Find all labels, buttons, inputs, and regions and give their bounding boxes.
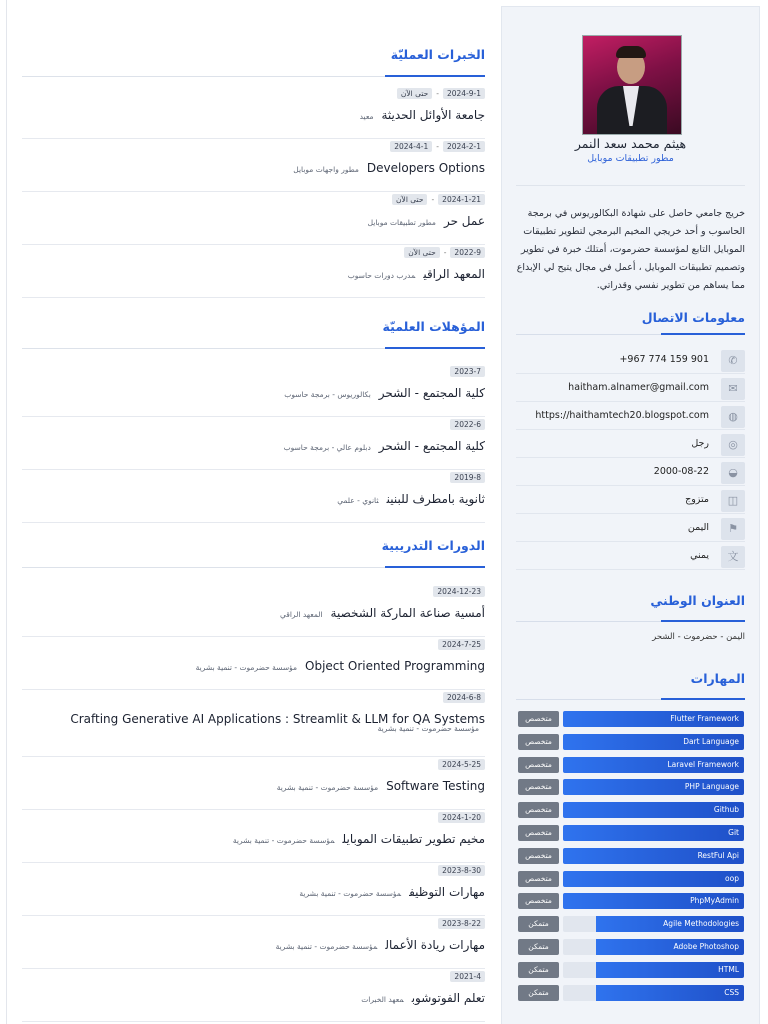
ring-icon: ◫ bbox=[721, 490, 745, 512]
entry-title: المعهد الراقي bbox=[423, 267, 485, 281]
flag-icon: ⚑ bbox=[721, 518, 745, 540]
skill-name: Flutter Framework bbox=[670, 714, 739, 723]
entry-date: 2024-12-23 bbox=[433, 586, 485, 597]
date-separator: - bbox=[443, 248, 447, 257]
contact-row bbox=[516, 460, 745, 486]
entry-title: أمسية صناعة الماركة الشخصية bbox=[330, 606, 485, 620]
entry-date-wrap bbox=[438, 812, 485, 823]
contact-value[interactable]: +967 774 159 901 bbox=[619, 354, 709, 365]
contact-value: 2000-08-22 bbox=[653, 466, 709, 477]
skill-level-badge: متخصص bbox=[518, 848, 559, 864]
skill-level-badge: متخصص bbox=[518, 734, 559, 750]
skill-name: Git bbox=[728, 828, 739, 837]
entry-title: تعلم الفوتوشوب bbox=[411, 991, 485, 1005]
education-section-title: المؤهلات العلميّة bbox=[382, 319, 485, 334]
contact-row bbox=[516, 376, 745, 402]
mail-icon: ✉ bbox=[721, 378, 745, 400]
profile-bio: خريج جامعي حاصل على شهادة البكالوريوس في برمجة الحاسوب و أحد خريجي المخيم البرمجي لتطوير تطبيقات الموبايل التابع لمؤسسة حضرموت، أمتلك خبرة في تطوير وتصميم تطبيقات الموبايل ، أعمل في مجال يتيح لي الإبداع مما يساهم من تطوير نفسي وقدراتي. bbox=[516, 208, 745, 291]
experience-entry bbox=[22, 86, 485, 139]
section-accent bbox=[661, 620, 745, 622]
contact-row bbox=[516, 544, 745, 570]
skill-name: HTML bbox=[718, 964, 739, 974]
entry-subtitle: دبلوم عالي - برمجة حاسوب bbox=[283, 443, 371, 452]
skill-bar-fill bbox=[596, 985, 744, 1001]
entry-title: كلية المجتمع - الشحر bbox=[378, 386, 485, 400]
skill-name: Laravel Framework bbox=[667, 759, 739, 769]
date-range bbox=[390, 141, 485, 152]
entry-title: مهارات التوظيف bbox=[409, 885, 485, 899]
skill-name: CSS bbox=[724, 987, 739, 997]
phone-icon: ✆ bbox=[721, 350, 745, 372]
contact-row bbox=[516, 516, 745, 542]
entry-title: كلية المجتمع - الشحر bbox=[378, 439, 485, 453]
experience-entry bbox=[22, 192, 485, 245]
skill-row bbox=[518, 892, 744, 910]
skill-bar-track bbox=[563, 962, 744, 978]
section-accent bbox=[385, 347, 485, 349]
entry-date-wrap bbox=[433, 586, 485, 597]
entry-subtitle: مؤسسة حضرموت - تنمية بشرية bbox=[299, 889, 402, 898]
entry-subtitle: بكالوريوس - برمجة حاسوب bbox=[284, 390, 371, 399]
entry-heading bbox=[277, 775, 485, 794]
entry-subtitle: معهد الخبرات bbox=[361, 995, 404, 1004]
skill-row bbox=[518, 710, 744, 728]
entry-date-wrap bbox=[438, 759, 485, 770]
skill-bar-track bbox=[563, 734, 744, 750]
entry-date-wrap bbox=[443, 692, 485, 703]
section-accent bbox=[385, 566, 485, 568]
contact-row bbox=[516, 488, 745, 514]
courses-entry bbox=[22, 916, 485, 969]
fingerprint-icon: ◎ bbox=[721, 434, 745, 456]
skill-row bbox=[518, 870, 744, 888]
entry-date: 2023-7 bbox=[450, 366, 485, 377]
skill-name: Adobe Photoshop bbox=[673, 942, 739, 951]
entry-title: عمل حر bbox=[443, 214, 485, 228]
skill-name: RestFul Api bbox=[697, 850, 739, 860]
entry-heading bbox=[360, 104, 485, 123]
entry-date: 2024-5-25 bbox=[438, 759, 485, 770]
entry-date: 2024-1-20 bbox=[438, 812, 485, 823]
skill-name: Github bbox=[713, 805, 739, 815]
skill-bar-fill bbox=[563, 871, 744, 887]
entry-title: Software Testing bbox=[386, 779, 485, 793]
skill-name: PhpMyAdmin bbox=[690, 896, 739, 906]
date-start: 2024-2-1 bbox=[443, 141, 485, 152]
entry-heading bbox=[337, 488, 485, 507]
skill-bar-track bbox=[563, 871, 744, 887]
skill-bar-track bbox=[563, 893, 744, 909]
skill-row bbox=[518, 915, 744, 933]
entry-date: 2019-8 bbox=[450, 472, 485, 483]
entry-subtitle: مؤسسة حضرموت - تنمية بشرية bbox=[276, 783, 379, 792]
contact-value: متزوج bbox=[685, 494, 709, 505]
cake-icon: ◒ bbox=[721, 462, 745, 484]
skill-bar-fill bbox=[563, 825, 744, 841]
entry-subtitle: مطور واجهات موبايل bbox=[293, 165, 359, 174]
profile-role: مطور تطبيقات موبايل bbox=[587, 153, 674, 164]
skill-level-badge: متمكن bbox=[518, 939, 559, 955]
skill-name: Dart Language bbox=[683, 736, 739, 746]
entry-date-wrap bbox=[450, 472, 485, 483]
address-text: اليمن - حضرموت - الشحر bbox=[652, 632, 745, 642]
skill-bar-track bbox=[563, 825, 744, 841]
courses-section-title: الدورات التدريبية bbox=[381, 538, 485, 553]
skill-level-badge: متمكن bbox=[518, 916, 559, 932]
entry-subtitle: معيد bbox=[359, 112, 374, 121]
date-range bbox=[392, 194, 485, 205]
profile-photo bbox=[582, 35, 682, 135]
contact-section-title: معلومات الاتصال bbox=[641, 310, 745, 325]
date-separator: - bbox=[431, 195, 435, 204]
skill-row bbox=[518, 733, 744, 751]
education-entry bbox=[22, 364, 485, 417]
courses-entry bbox=[22, 584, 485, 637]
entry-heading bbox=[233, 828, 485, 847]
date-range bbox=[404, 247, 485, 258]
date-end: حتى الآن bbox=[404, 247, 439, 258]
date-end: حتى الآن bbox=[392, 194, 427, 205]
date-end: حتى الآن bbox=[397, 88, 432, 99]
entry-heading bbox=[276, 934, 485, 953]
contact-value[interactable]: https://haithamtech20.blogspot.com bbox=[535, 410, 709, 421]
entry-heading bbox=[361, 987, 485, 1006]
entry-heading bbox=[368, 210, 485, 229]
entry-heading bbox=[348, 263, 485, 282]
entry-date-wrap bbox=[438, 865, 485, 876]
contact-row bbox=[516, 404, 745, 430]
entry-subtitle: مؤسسة حضرموت - تنمية بشرية bbox=[275, 942, 378, 951]
skill-row bbox=[518, 847, 744, 865]
entry-title: Object Oriented Programming bbox=[305, 659, 485, 673]
skill-row bbox=[518, 778, 744, 796]
contact-value: اليمن bbox=[687, 522, 709, 533]
section-accent bbox=[661, 698, 745, 700]
skill-row bbox=[518, 801, 744, 819]
entry-subtitle: مؤسسة حضرموت - تنمية بشرية bbox=[232, 836, 335, 845]
profile-name: هيثم محمد سعد النمر bbox=[574, 136, 687, 151]
entry-date: 2023-8-22 bbox=[438, 918, 485, 929]
entry-title: جامعة الأوائل الحديثة bbox=[381, 108, 485, 122]
skill-bar-track bbox=[563, 939, 744, 955]
entry-title: مهارات ريادة الأعمال bbox=[385, 938, 485, 952]
skill-row bbox=[518, 756, 744, 774]
date-separator: - bbox=[436, 142, 439, 151]
date-range bbox=[397, 88, 485, 99]
skill-row bbox=[518, 961, 744, 979]
entry-heading bbox=[293, 157, 485, 176]
experience-section-title: الخبرات العمليّة bbox=[390, 47, 485, 62]
skill-level-badge: متخصص bbox=[518, 802, 559, 818]
entry-title: ثانوية بامطرف للبنين bbox=[386, 492, 485, 506]
translate-icon: 文 bbox=[721, 546, 745, 568]
entry-subtitle: مؤسسة حضرموت - تنمية بشرية bbox=[195, 663, 297, 672]
courses-entry bbox=[22, 637, 485, 690]
section-accent bbox=[385, 75, 485, 77]
entry-date: 2022-6 bbox=[450, 419, 485, 430]
skill-level-badge: متمكن bbox=[518, 985, 559, 1001]
entry-title: Developers Options bbox=[366, 161, 485, 175]
skill-name: oop bbox=[725, 873, 739, 883]
courses-entry bbox=[22, 863, 485, 916]
date-separator: - bbox=[436, 89, 439, 98]
date-end: 2024-4-1 bbox=[390, 141, 432, 152]
entry-heading bbox=[284, 435, 485, 454]
entry-heading bbox=[280, 602, 485, 621]
experience-entry bbox=[22, 139, 485, 192]
entry-date-wrap bbox=[438, 918, 485, 929]
skill-bar-track bbox=[563, 848, 744, 864]
skill-bar-track bbox=[563, 802, 744, 818]
entry-date-wrap bbox=[438, 639, 485, 650]
page-border bbox=[6, 0, 7, 1024]
entry-date: 2023-8-30 bbox=[438, 865, 485, 876]
skill-row bbox=[518, 824, 744, 842]
entry-heading bbox=[299, 881, 485, 900]
skill-level-badge: متخصص bbox=[518, 871, 559, 887]
entry-title: مخيم تطوير تطبيقات الموبايل bbox=[342, 832, 485, 846]
skills-section-title: المهارات bbox=[690, 671, 745, 686]
date-start: 2024-9-1 bbox=[443, 88, 485, 99]
contact-row bbox=[516, 348, 745, 374]
courses-entry bbox=[22, 757, 485, 810]
courses-entry bbox=[22, 810, 485, 863]
skill-bar-track bbox=[563, 985, 744, 1001]
skill-level-badge: متخصص bbox=[518, 779, 559, 795]
entry-heading bbox=[196, 655, 485, 674]
skill-bar-track bbox=[563, 711, 744, 727]
contact-row bbox=[516, 432, 745, 458]
entry-date: 2024-7-25 bbox=[438, 639, 485, 650]
skill-level-badge: متخصص bbox=[518, 893, 559, 909]
entry-date-wrap bbox=[450, 366, 485, 377]
entry-heading bbox=[284, 382, 485, 401]
section-accent bbox=[661, 333, 745, 335]
education-entry bbox=[22, 470, 485, 523]
skill-name: PHP Language bbox=[684, 782, 739, 792]
skill-level-badge: متخصص bbox=[518, 711, 559, 727]
divider bbox=[516, 185, 745, 186]
contact-value: يمني bbox=[690, 550, 709, 561]
entry-subtitle: مدرب دورات حاسوب bbox=[347, 271, 416, 280]
profile-sidebar bbox=[501, 6, 760, 1024]
entry-subtitle: مطور تطبيقات موبايل bbox=[367, 218, 436, 227]
skill-level-badge: متمكن bbox=[518, 962, 559, 978]
skill-bar-track bbox=[563, 757, 744, 773]
entry-date-wrap bbox=[450, 419, 485, 430]
courses-entry bbox=[22, 969, 485, 1022]
skill-row bbox=[518, 984, 744, 1002]
entry-date: 2021-4 bbox=[450, 971, 485, 982]
entry-subtitle: ثانوي - علمي bbox=[337, 496, 379, 505]
skill-bar-track bbox=[563, 916, 744, 932]
skill-level-badge: متخصص bbox=[518, 825, 559, 841]
skill-bar-track bbox=[563, 779, 744, 795]
date-start: 2024-1-21 bbox=[438, 194, 485, 205]
globe-icon: ◍ bbox=[721, 406, 745, 428]
education-entry bbox=[22, 417, 485, 470]
entry-title: Crafting Generative AI Applications : Streamlit & LLM for QA Systems bbox=[70, 712, 485, 726]
experience-entry bbox=[22, 245, 485, 298]
skill-row bbox=[518, 938, 744, 956]
entry-date: 2024-6-8 bbox=[443, 692, 485, 703]
address-section-title: العنوان الوطني bbox=[650, 593, 745, 608]
skill-name: Agile Methodologies bbox=[663, 919, 739, 929]
entry-subtitle: مؤسسة حضرموت - تنمية بشرية bbox=[377, 724, 479, 733]
date-start: 2022-9 bbox=[450, 247, 485, 258]
courses-entry bbox=[22, 690, 485, 757]
contact-value: رجل bbox=[691, 438, 709, 449]
contact-value[interactable]: haitham.alnamer@gmail.com bbox=[568, 382, 709, 393]
entry-date-wrap bbox=[450, 971, 485, 982]
skill-level-badge: متخصص bbox=[518, 757, 559, 773]
entry-subtitle: المعهد الراقي bbox=[280, 610, 323, 619]
